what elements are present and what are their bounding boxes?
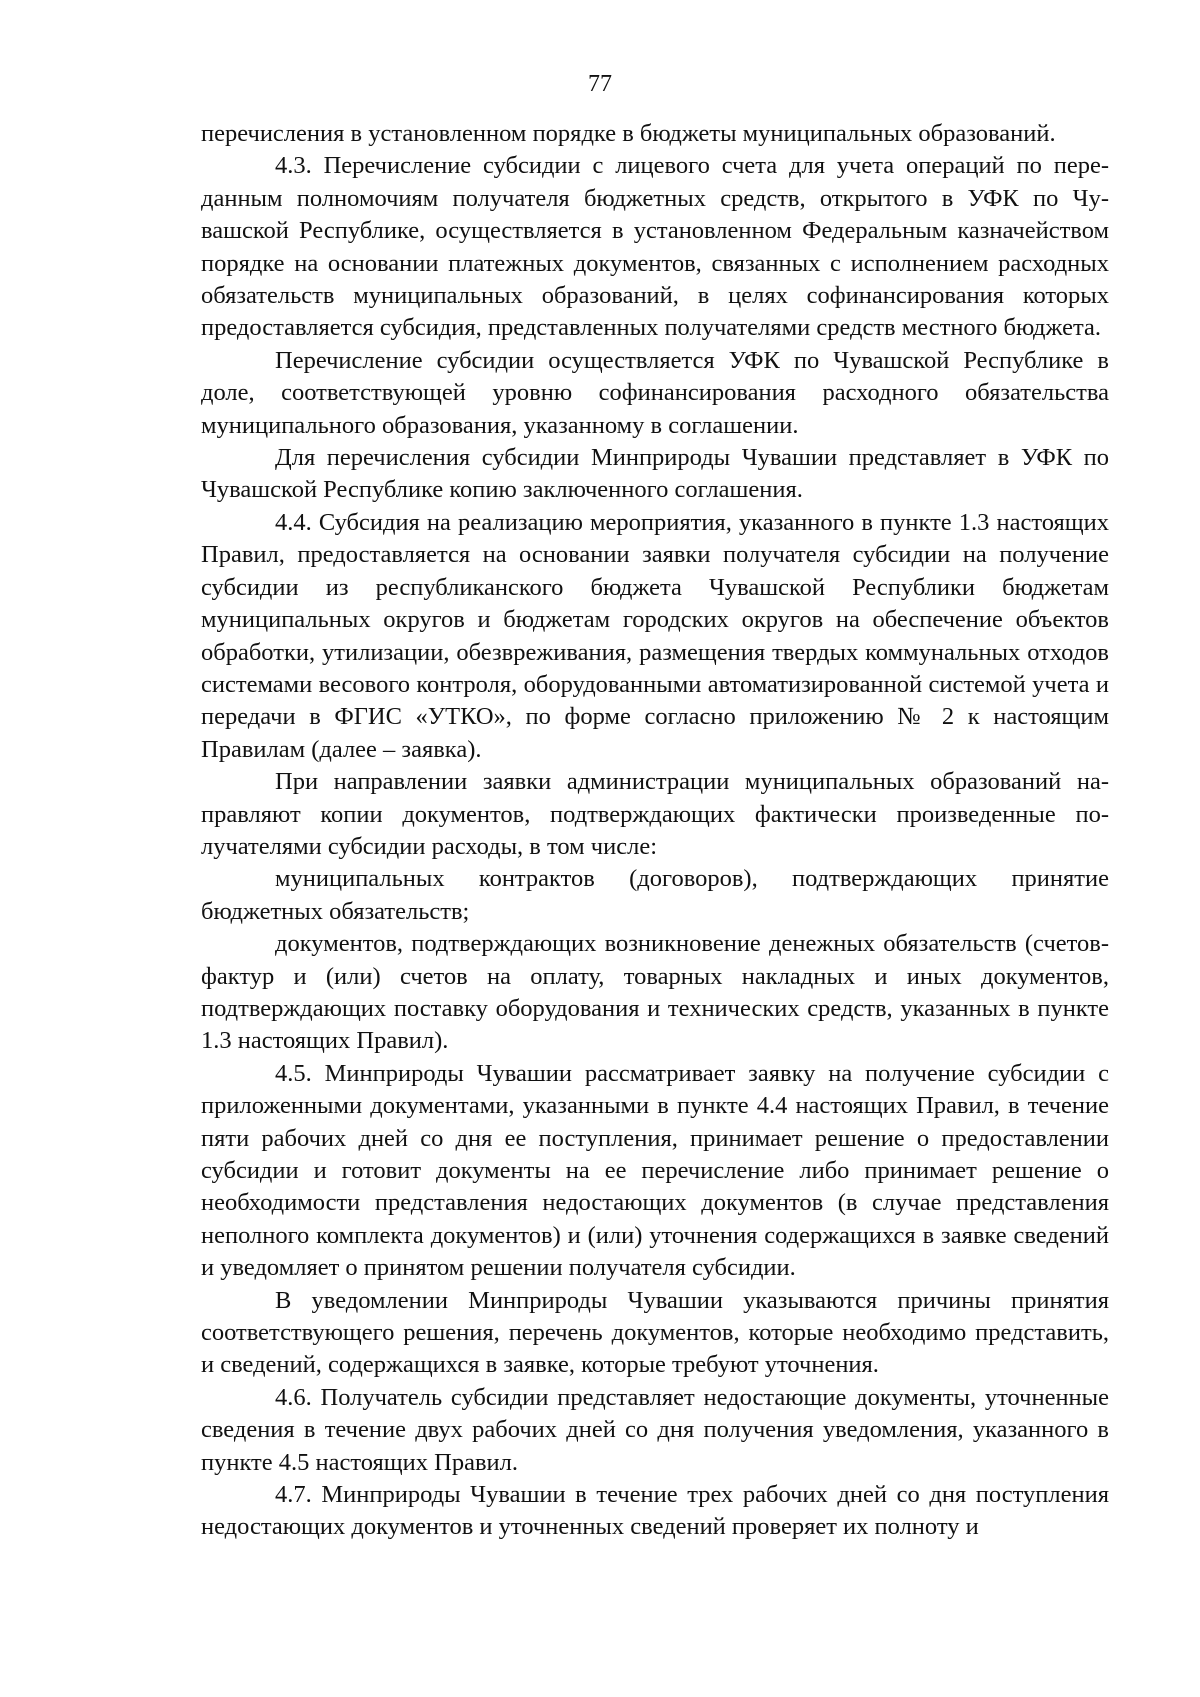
- page-number: 77: [588, 71, 612, 97]
- paragraph-notification: В уведомлении Минприроды Чувашии указываются причины принятия соответствующего решения, перечень документов, которые необходимо представить, и сведений, содержащихся в заявке, которые требуют уточнения.: [201, 1286, 1109, 1379]
- paragraph-transfer-ufk: Перечисление субсидии осуществляется УФК по Чувашской Республике в доле, соответствующей уровню софинансирования расходного обязательства муниципального образования, указанному в соглашении.: [201, 346, 1109, 439]
- document-body: [201, 118, 1109, 1544]
- paragraph-contracts: муниципальных контрактов (договоров), подтверждающих принятие бюджетных обязательств;: [201, 865, 1109, 925]
- paragraph-4-7: 4.7. Минприроды Чувашии в течение трех рабочих дней со дня поступления недостающих документов и уточненных сведений проверяет их полноту и: [201, 1481, 1109, 1541]
- paragraph-4-5: 4.5. Минприроды Чувашии рассматривает заявку на получение субсидии с приложенными документами, указанными в пункте 4.4 настоящих Правил, в течение пяти рабочих дней со дня ее поступления, принимает решение о предоставлении субсидии и готовит документы на ее перечисление либо принимает решение о необходимости представления недостающих документов (в случае представления неполного комплекта документов) и (или) уточнения содержащихся в заявке сведений и уведомляет о принятом решении получателя субсидии.: [201, 1059, 1109, 1282]
- paragraph-4-6: 4.6. Получатель субсидии представляет недостающие документы, уточненные сведения в течение двух рабочих дней со дня получения уведомления, указанного в пункте 4.5 настоящих Правил.: [201, 1383, 1109, 1476]
- paragraph-application-docs: При направлении заявки администрации муниципальных образований направляют копии документов, подтверждающих фактически произведенные получателями субсидии расходы, в том числе:: [201, 768, 1109, 860]
- paragraph-continuation: перечисления в установленном порядке в бюджеты муниципальных образований.: [201, 120, 1056, 147]
- paragraph-obligation-docs: документов, подтверждающих возникновение денежных обязательств (счетов-фактур и (или) счетов на оплату, товарных накладных и иных документов, подтверждающих поставку оборудования и технических средств, указанных в пункте 1.3 настоящих Правил).: [201, 930, 1109, 1055]
- paragraph-agreement-copy: Для перечисления субсидии Минприроды Чувашии представляет в УФК по Чувашской Республике копию заключенного соглашения.: [201, 444, 1109, 504]
- paragraph-4-3: 4.3. Перечисление субсидии с лицевого счета для учета операций по переданным полномочиям получателя бюджетных средств, открытого в УФК по Чувашской Республике, осуществляется в установленном Федеральным казначейством порядке на основании платежных документов, связанных с исполнением расходных обязательств муниципальных образований, в целях софинансирования которых предоставляется субсидия, представленных получателями средств местного бюджета.: [201, 152, 1109, 342]
- paragraph-4-4: 4.4. Субсидия на реализацию мероприятия, указанного в пункте 1.3 настоящих Правил, предоставляется на основании заявки получателя субсидии на получение субсидии из республиканского бюджета Чувашской Республики бюджетам муниципальных округов и бюджетам городских округов на обеспечение объектов обработки, утилизации, обезвреживания, размещения твердых коммунальных отходов системами весового контроля, оборудованными автоматизированной системой учета и передачи в ФГИС «УТКО», по форме согласно приложению № 2 к настоящим Правилам (далее – заявка).: [201, 508, 1109, 763]
